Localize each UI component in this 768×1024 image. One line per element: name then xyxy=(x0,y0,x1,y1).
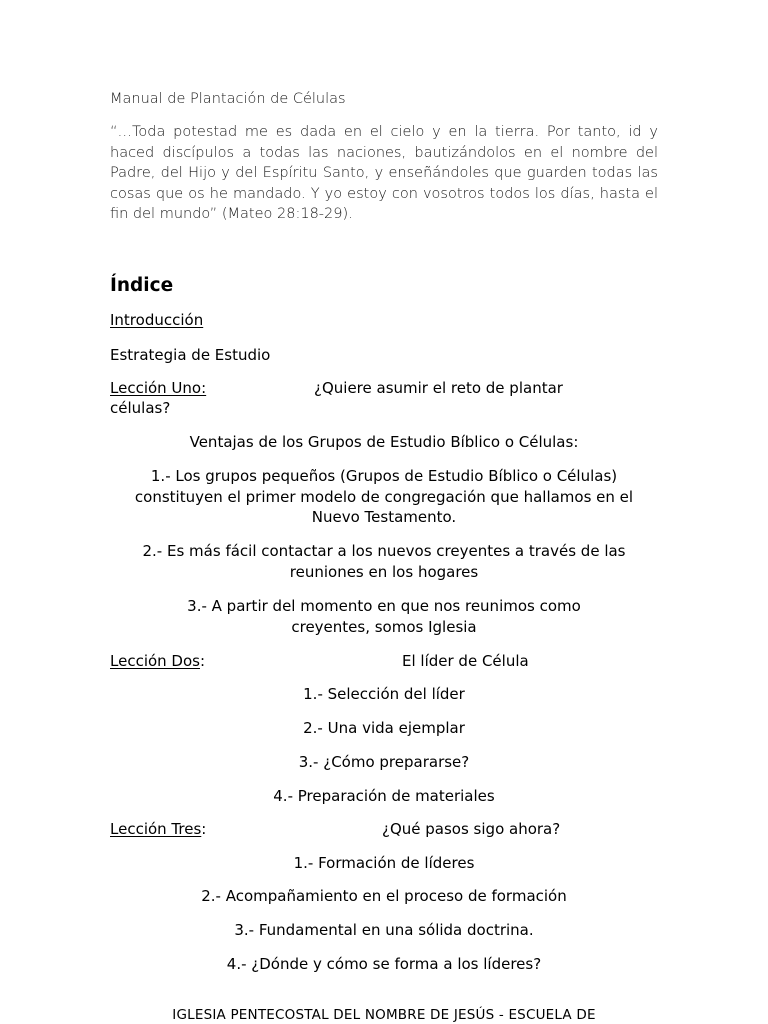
index-link-introduccion[interactable]: Introducción xyxy=(110,311,204,329)
ventaja-item-1: 1.- Los grupos pequeños (Grupos de Estudio Bíblico o Células) constituyen el primer modelo de congregación que hallamos en el Nuevo Testamento. xyxy=(134,467,634,526)
leccion-dos-item-2: 2.- Una vida ejemplar xyxy=(303,719,465,737)
leccion-tres-item-3: 3.- Fundamental en una sólida doctrina. xyxy=(234,921,534,939)
leccion-dos-label[interactable]: Lección Dos xyxy=(110,652,200,670)
leccion-tres-label[interactable]: Lección Tres xyxy=(110,820,202,838)
leccion-dos-item-1: 1.- Selección del líder xyxy=(303,685,465,703)
leccion-dos-colon: : xyxy=(199,652,206,670)
leccion-uno-title: ¿Quiere asumir el reto de plantar xyxy=(314,379,563,397)
leccion-tres-item-1: 1.- Formación de líderes xyxy=(293,854,475,872)
document-footer: IGLESIA PENTECOSTAL DEL NOMBRE DE JESÚS - ESCUELA DE xyxy=(172,1007,596,1023)
leccion-tres-item-4: 4.- ¿Dónde y cómo se forma a los líderes? xyxy=(226,955,542,973)
leccion-dos-title: El líder de Célula xyxy=(402,652,529,670)
leccion-tres-item-2: 2.- Acompañamiento en el proceso de formación xyxy=(201,887,567,905)
ventajas-heading: Ventajas de los Grupos de Estudio Bíblico o Células: xyxy=(189,433,579,451)
leccion-tres-label-line xyxy=(110,819,206,840)
leccion-dos-label-line xyxy=(110,651,205,672)
leccion-tres-colon: : xyxy=(201,820,207,838)
document-header-title: Manual de Plantación de Células xyxy=(110,91,346,107)
scripture-quote: “…Toda potestad me es dada en el cielo y en la tierra. Por tanto, id y haced discípulos a todas las naciones, bautizándolos en el nombre del Padre, del Hijo y del Espíritu Santo, y enseñándoles que guarden todas las cosas que os he mandado. Y yo estoy con vosotros todos los días, hasta el fin del mundo” (Mateo 28:18-29). xyxy=(110,124,658,223)
leccion-dos-item-4: 4.- Preparación de materiales xyxy=(273,787,495,805)
ventaja-item-3: 3.- A partir del momento en que nos reunimos como creyentes, somos Iglesia xyxy=(187,597,581,636)
ventaja-item-2: 2.- Es más fácil contactar a los nuevos creyentes a través de las reuniones en los hogares xyxy=(142,542,626,581)
leccion-uno-label[interactable]: Lección Uno: xyxy=(110,379,207,397)
leccion-tres-title: ¿Qué pasos sigo ahora? xyxy=(382,820,561,838)
leccion-dos-item-3: 3.- ¿Cómo prepararse? xyxy=(298,753,470,771)
index-item-estrategia: Estrategia de Estudio xyxy=(110,346,271,364)
index-heading: Índice xyxy=(110,275,174,296)
leccion-uno-title-continued: células? xyxy=(110,399,171,417)
